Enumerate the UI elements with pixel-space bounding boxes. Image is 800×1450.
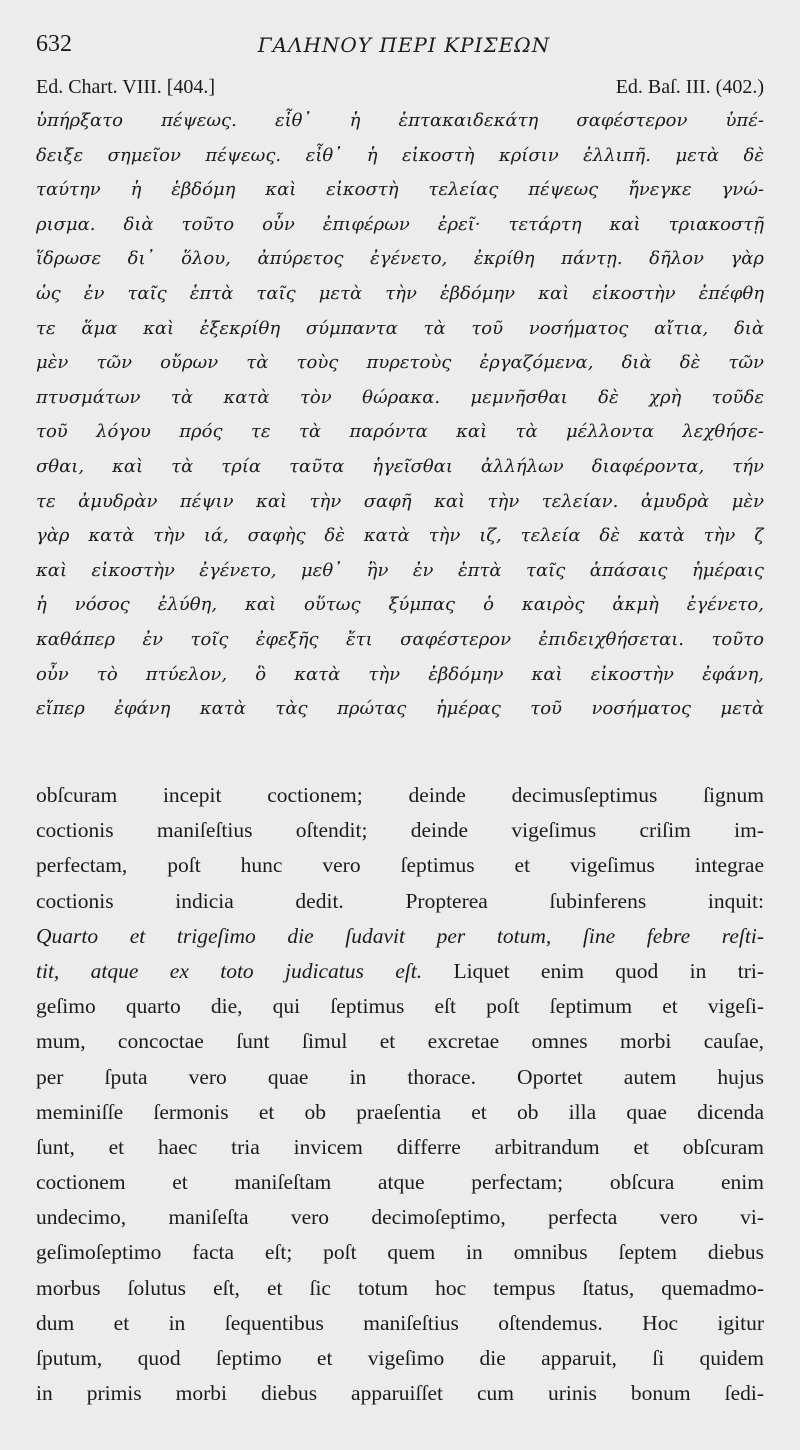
greek-line: ἵδρωσε δι᾽ ὅλου, ἀπύρετος ἐγένετο, ἐκρίθη πάντῃ. δῆλον γὰρ: [36, 248, 764, 270]
latin-line: [36, 954, 764, 989]
latin-quoted-lemma: tit, atque ex toto judicatus eſt.: [36, 958, 423, 983]
latin-line: [36, 1165, 764, 1200]
greek-line: ὑπήρξατο πέψεως. εἶθ᾽ ἡ ἑπτακαιδεκάτη σαφέστερον ὑπέ-: [36, 110, 764, 131]
latin-text-run: coctionis maniſeſtius oſtendit; deinde vigeſimus criſim im-: [36, 818, 764, 843]
latin-line: [36, 1306, 764, 1341]
greek-line: πτυσμάτων τὰ κατὰ τὸν θώρακα. μεμνῆσθαι δὲ χρὴ τοῦδε: [36, 386, 764, 408]
latin-line: [36, 813, 764, 848]
greek-line: καθάπερ ἐν τοῖς ἐφεξῆς ἔτι σαφέστερον ἐπιδειχθήσεται. τοῦτο: [36, 628, 764, 650]
running-head: [36, 28, 772, 62]
latin-line: [36, 1200, 764, 1235]
latin-text-run: geſimo quarto die, qui ſeptimus eſt poſt ſeptimum et vigeſi-: [36, 994, 764, 1019]
latin-line: [36, 1341, 764, 1376]
latin-text-run: per ſputa vero quae in thorace. Oportet autem hujus: [36, 1064, 764, 1089]
latin-text-run: Liquet enim quod in tri-: [422, 958, 764, 983]
latin-line: [36, 1095, 764, 1130]
latin-line: [36, 1060, 764, 1095]
latin-text-run: obſcuram incepit coctionem; deinde decimusſeptimus ſignum: [36, 783, 764, 807]
greek-line: ρισμα. διὰ τοῦτο οὖν ἐπιφέρων ἐρεῖ· τετάρτη καὶ τριακοστῇ: [36, 213, 764, 235]
latin-text-run: ſputum, quod ſeptimo et vigeſimo die apparuit, ſi quidem: [36, 1346, 764, 1370]
greek-line: εἴπερ ἐφάνη κατὰ τὰς πρώτας ἡμέρας τοῦ νοσήματος μετὰ: [36, 698, 764, 720]
edition-basel-reference: Ed. Baſ. III. (402.): [615, 76, 764, 98]
latin-quoted-lemma: Quarto et trigeſimo die ſudavit per totum, ſine febre reſti-: [36, 923, 764, 948]
latin-text-run: coctionem et maniſeſtam atque perfectam; obſcura enim: [36, 1170, 764, 1195]
greek-line: καὶ εἰκοστὴν ἐγένετο, μεθ᾽ ἣν ἐν ἑπτὰ ταῖς ἁπάσαις ἡμέραις: [36, 559, 764, 581]
greek-line: μὲν τῶν οὔρων τὰ τοὺς πυρετοὺς ἐργαζόμενα, διὰ δὲ τῶν: [36, 352, 764, 374]
latin-text-run: ſunt, et haec tria invicem differre arbitrandum et obſcuram: [36, 1134, 764, 1159]
latin-line: [36, 848, 764, 883]
latin-text-run: geſimoſeptimo facta eſt; poſt quem in omnibus ſeptem diebus: [36, 1240, 764, 1265]
latin-text-run: perfectam, poſt hunc vero ſeptimus et vigeſimus integrae: [36, 853, 764, 878]
latin-translation-block: [36, 778, 764, 1411]
greek-line: ἡ νόσος ἐλύθη, καὶ οὕτως ξύμπας ὁ καιρὸς ἀκμὴ ἐγένετο,: [36, 594, 764, 616]
page-number: 632: [36, 31, 72, 57]
greek-line: τοῦ λόγου πρός τε τὰ παρόντα καὶ τὰ μέλλοντα λεχθήσε-: [36, 421, 764, 443]
latin-text-run: mum, concoctae ſunt ſimul et excretae omnes morbi cauſae,: [36, 1029, 764, 1054]
edition-reference-line: [36, 72, 764, 104]
latin-text-run: morbus ſolutus eſt, et ſic totum hoc tempus ſtatus, quemadmo-: [36, 1275, 764, 1300]
latin-text-run: coctionis indicia dedit. Propterea ſubinferens inquit:: [36, 888, 764, 913]
latin-line: [36, 1235, 764, 1270]
latin-line: [36, 1024, 764, 1059]
latin-line: [36, 1376, 764, 1411]
running-title: ΓΑΛΗΝΟΥ ΠΕΡΙ ΚΡΙΣΕΩΝ: [257, 33, 551, 57]
greek-line: ὡς ἐν ταῖς ἑπτὰ ταῖς μετὰ τὴν ἑβδόμην καὶ εἰκοστὴν ἐπέφθη: [36, 282, 764, 304]
greek-line: οὖν τὸ πτύελον, ὃ κατὰ τὴν ἑβδόμην καὶ εἰκοστὴν ἐφάνη,: [36, 663, 764, 685]
latin-line: [36, 919, 764, 954]
latin-line: [36, 778, 764, 813]
greek-line: σθαι, καὶ τὰ τρία ταῦτα ἡγεῖσθαι ἀλλήλων διαφέροντα, τήν: [36, 455, 764, 477]
greek-line: ταύτην ἡ ἑβδόμη καὶ εἰκοστὴ τελείας πέψεως ἤνεγκε γνώ-: [36, 179, 764, 201]
greek-text-block: [36, 104, 764, 727]
greek-line: τε ἅμα καὶ ἐξεκρίθη σύμπαντα τὰ τοῦ νοσήματος αἴτια, διὰ: [36, 317, 764, 339]
latin-line: [36, 884, 764, 919]
latin-text-run: undecimo, maniſeſta vero decimoſeptimo, perfecta vero vi-: [36, 1205, 764, 1230]
greek-line: δειξε σημεῖον πέψεως. εἶθ᾽ ἡ εἰκοστὴ κρίσιν ἐλλιπῆ. μετὰ δὲ: [36, 144, 764, 166]
latin-text-run: meminiſſe ſermonis et ob praeſentia et ob illa quae dicenda: [36, 1099, 764, 1124]
latin-text-run: dum et in ſequentibus maniſeſtius oſtendemus. Hoc igitur: [36, 1310, 764, 1335]
latin-line: [36, 989, 764, 1024]
latin-line: [36, 1130, 764, 1165]
greek-line: γὰρ κατὰ τὴν ιά, σαφὴς δὲ κατὰ τὴν ιζ, τελεία δὲ κατὰ τὴν ζ: [36, 525, 764, 547]
latin-line: [36, 1271, 764, 1306]
greek-line: τε ἀμυδρὰν πέψιν καὶ τὴν σαφῆ καὶ τὴν τελείαν. ἀμυδρὰ μὲν: [36, 490, 764, 512]
latin-text-run: in primis morbi diebus apparuiſſet cum urinis bonum ſedi-: [36, 1381, 764, 1406]
edition-chartier-reference: Ed. Chart. VIII. [404.]: [36, 76, 216, 98]
